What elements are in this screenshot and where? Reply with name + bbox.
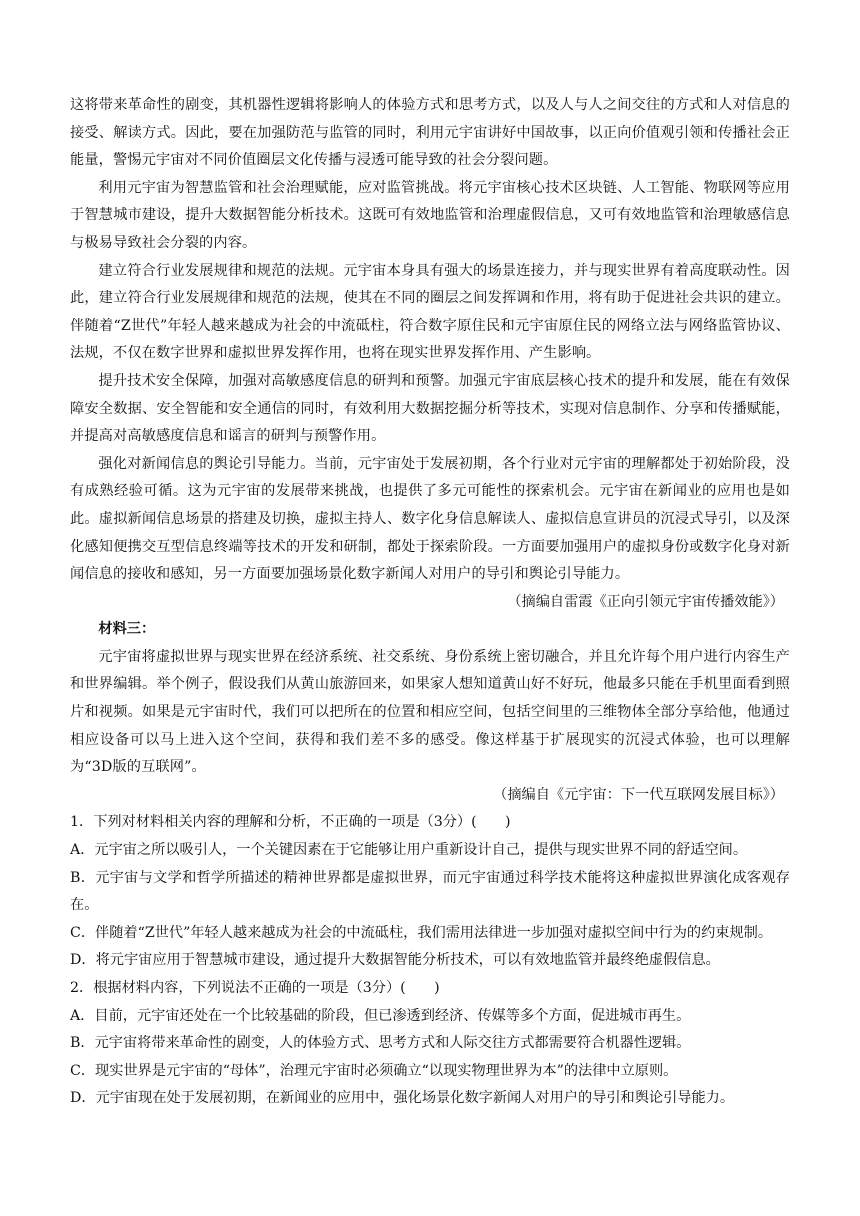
question-stem: 2．根据材料内容，下列说法不正确的一项是（3分）( ) [70,980,440,996]
section-heading: 材料三： [98,621,156,638]
answer-option: B．元宇宙将带来革命性的剧变，人的体验方式、思考方式和人际交往方式都需要符合机器性逻辑。 [70,1035,691,1052]
body-paragraph: 提升技术安全保障，加强对高敏感度信息的研判和预警。加强元宇宙底层核心技术的提升和发展，能在有效保障安全数据、安全智能和安全通信的同时，有效利用大数据挖掘分析等技术，实现对信息制作、分享和传播赋能，并提高对高敏感度信息和谣言的研判与预警作用。 [70,372,790,445]
answer-option: C．现实世界是元宇宙的“母体”，治理元宇宙时必须确立“以现实物理世界为本”的法律中立原则。 [70,1062,678,1079]
body-paragraph: 这将带来革命性的剧变，其机器性逻辑将影响人的体验方式和思考方式，以及人与人之间交往的方式和人对信息的接受、解读方式。因此，要在加强防范与监管的同时，利用元宇宙讲好中国故事，以正向价值观引领和传播社会正能量，警惕元宇宙对不同价值圈层文化传播与浸透可能导致的社会分裂问题。 [70,97,790,169]
question-2 [70,975,790,1113]
answer-option: A．元宇宙之所以吸引人，一个关键因素在于它能够让用户重新设计自己，提供与现实世界不同的舒适空间。 [70,842,748,859]
source-citation: （摘编自《元宇宙：下一代互联网发展目标》） [493,786,784,803]
answer-option: A．目前，元宇宙还处在一个比较基础的阶段，但已渗透到经济、传媒等多个方面，促进城市再生。 [70,1007,691,1024]
answer-option: D．将元宇宙应用于智慧城市建设，通过提升大数据智能分析技术，可以有效地监管并最终绝虚假信息。 [70,952,720,969]
question-stem: 1．下列对材料相关内容的理解和分析，不正确的一项是（3分）( ) [70,814,511,831]
answer-option: C．伴随着“Z世代”年轻人越来越成为社会的中流砥柱，我们需用法律进一步加强对虚拟空间中行为的约束规制。 [70,924,773,941]
body-paragraph: 建立符合行业发展规律和规范的法规。元宇宙本身具有强大的场景连接力，并与现实世界有着高度联动性。因此，建立符合行业发展规律和规范的法规，使其在不同的圈层之间发挥调和作用，将有助于促进社会共识的建立。伴随着“Z世代”年轻人越来越成为社会的中流砥柱，符合数字原住民和元宇宙原住民的网络立法与网络监管协议、法规，不仅在数字世界和虚拟世界发挥作用，也将在现实世界发挥作用、产生影响。 [70,262,790,362]
body-paragraph: 利用元宇宙为智慧监管和社会治理赋能，应对监管挑战。将元宇宙核心技术区块链、人工智能、物联网等应用于智慧城市建设，提升大数据智能分析技术。这既可有效地监管和治理虚假信息，又可有效地监管和治理敏感信息与极易导致社会分裂的内容。 [70,179,790,251]
question-1 [70,809,790,975]
body-paragraph: 元宇宙将虚拟世界与现实世界在经济系统、社交系统、身份系统上密切融合，并且允许每个用户进行内容生产和世界编辑。举个例子，假设我们从黄山旅游回来，如果家人想知道黄山好不好玩，他最多只能在手机里面看到照片和视频。如果是元宇宙时代，我们可以把所在的位置和相应空间，包括空间里的三维物体全部分享给他，他通过相应设备可以马上进入这个空间，获得和我们差不多的感受。像这样基于扩展现实的沉浸式体验，也可以理解为“3D版的互联网”。 [70,648,790,776]
answer-option: D．元宇宙现在处于发展初期，在新闻业的应用中，强化场景化数字新闻人对用户的导引和舆论引导能力。 [70,1090,735,1107]
body-paragraph: 强化对新闻信息的舆论引导能力。当前，元宇宙处于发展初期，各个行业对元宇宙的理解都处于初始阶段，没有成熟经验可循。这为元宇宙的发展带来挑战，也提供了多元可能性的探索机会。元宇宙在新闻业的应用也是如此。虚拟新闻信息场景的搭建及切换，虚拟主持人、数字化身信息解读人、虚拟信息宣讲员的沉浸式导引，以及深化感知便携交互型信息终端等技术的开发和研制，都处于探索阶段。一方面要加强用户的虚拟身份或数字化身对新闻信息的接收和感知，另一方面要加强场景化数字新闻人对用户的导引和舆论引导能力。 [70,455,790,583]
answer-option: B．元宇宙与文学和哲学所描述的精神世界都是虚拟世界，而元宇宙通过科学技术能将这种虚拟世界演化成客观存在。 [70,869,790,914]
source-citation: （摘编自雷霞《正向引领元宇宙传播效能》） [507,593,784,610]
